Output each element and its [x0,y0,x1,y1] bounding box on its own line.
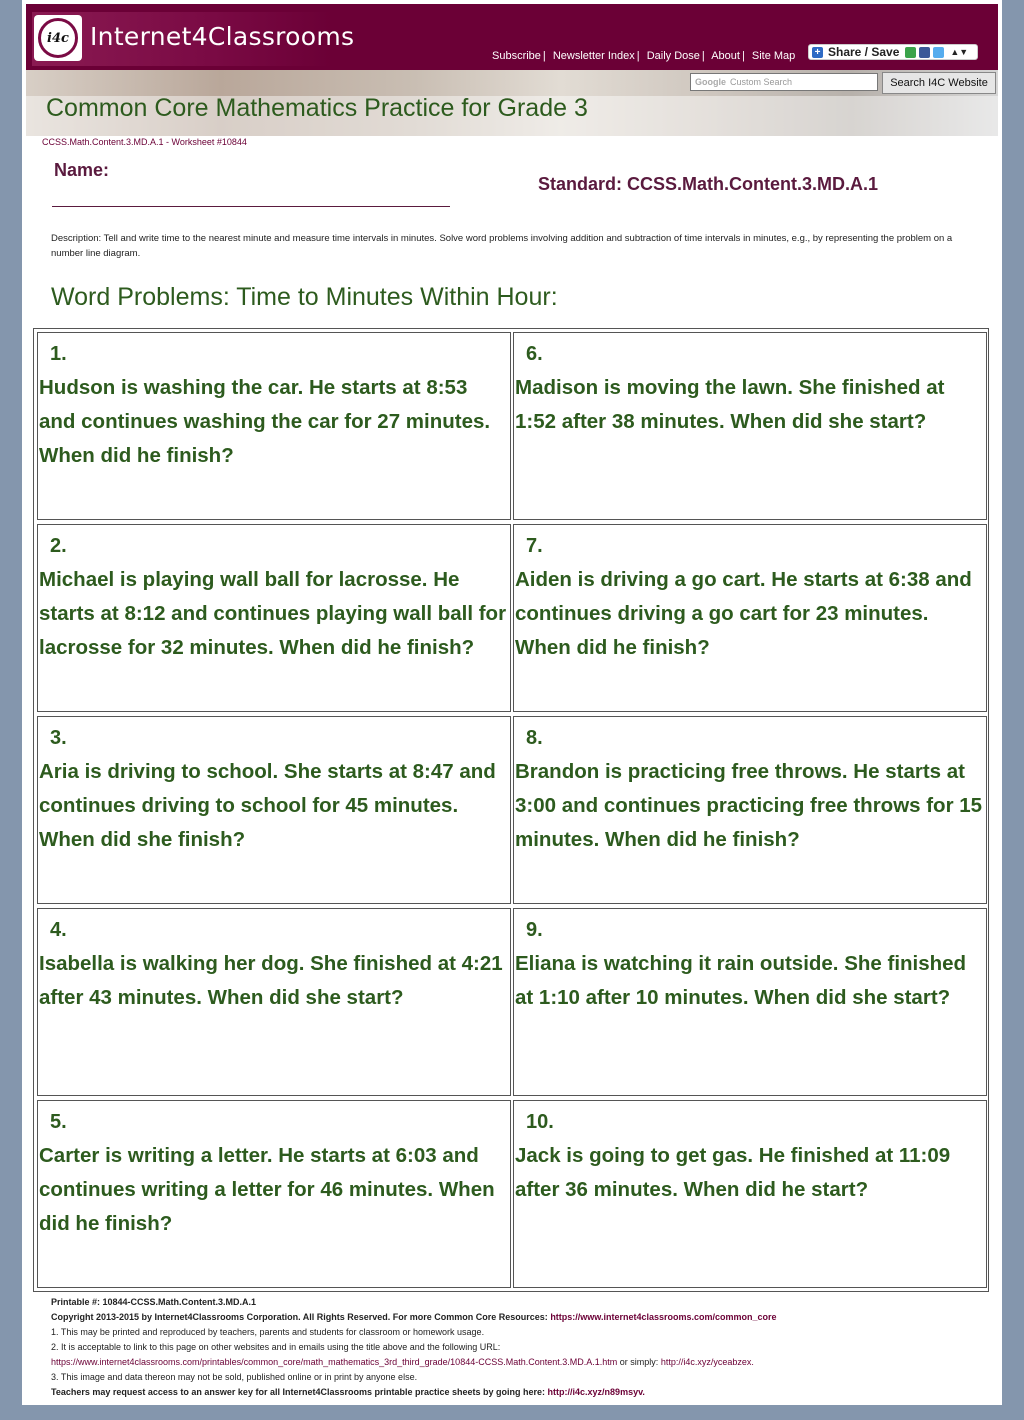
problem-number: 8. [526,727,543,749]
logo-badge [34,15,82,61]
page-title: Common Core Mathematics Practice for Grade 3 [46,94,588,122]
copyright-line [51,1310,991,1325]
problem-cell-9 [513,908,987,1096]
nav-daily-dose[interactable]: Daily Dose [646,50,700,62]
problem-number: 5. [50,1111,67,1133]
email-share-icon [905,47,916,58]
problem-cell-5 [37,1100,511,1288]
problem-text: Jack is going to get gas. He finished at 11:09 after 36 minutes. When did he start? [515,1144,951,1201]
title-banner [26,70,998,136]
problem-text: Carter is writing a letter. He starts at 6:03 and continues writing a letter for 46 minutes. When did he finish? [39,1144,495,1235]
problem-cell-3 [37,716,511,904]
site-logo[interactable] [32,12,355,66]
problem-text: Hudson is washing the car. He starts at 8:53 and continues washing the car for 27 minutes. When did he finish? [39,376,491,467]
problem-text: Aria is driving to school. She starts at 8:47 and continues driving to school for 45 minutes. When did she finish? [39,760,496,851]
common-core-link[interactable]: https://www.internet4classrooms.com/common_core [550,1312,777,1322]
site-header [26,4,998,70]
nav-newsletter-index[interactable]: Newsletter Index [552,50,635,62]
note-1: 1. This may be printed and reproduced by teachers, parents and students for classroom or homework usage. [51,1327,485,1337]
footer [51,1295,991,1400]
description: Description: Tell and write time to the nearest minute and measure time intervals in minutes. Solve word problems involving addition and subtraction of time intervals in minutes, e.g., by representing the problem on a number line diagram. [51,233,953,259]
or-simply-text: or simply: [619,1357,659,1367]
problem-text: Michael is playing wall ball for lacrosse. He starts at 8:12 and continues playing wall ball for lacrosse for 32 minutes. When did he finish? [39,568,507,659]
problem-cell-4 [37,908,511,1096]
note-2: 2. It is acceptable to link to this page on other websites and in emails using the title above and the following URL: [51,1342,501,1352]
top-nav: Subscribe | Newsletter Index | Daily Dose | About | Site Map [492,50,796,62]
answer-key-link[interactable]: http://i4c.xyz/n89msyv. [547,1387,645,1397]
problem-text: Madison is moving the lawn. She finished at 1:52 after 38 minutes. When did she start? [515,376,945,433]
problem-text: Eliana is watching it rain outside. She finished at 1:10 after 10 minutes. When did she start? [515,952,967,1009]
printable-number: Printable #: 10844-CCSS.Math.Content.3.MD.A.1 [51,1297,257,1307]
problem-number: 2. [50,535,67,557]
problem-text: Aiden is driving a go cart. He starts at 6:38 and continues driving a go cart for 23 minutes. When did he finish? [515,568,972,659]
note-3: 3. This image and data thereon may not be sold, published online or in print by anyone else. [51,1372,418,1382]
problem-cell-1 [37,332,511,520]
worksheet-url-link[interactable]: https://www.internet4classrooms.com/printables/common_core/math_mathematics_3rd_third_grade/10844-CCSS.Math.Content.3.MD.A.1.htm [51,1357,618,1367]
problem-cell-6 [513,332,987,520]
logo-text: Internet4Classrooms [90,22,355,51]
google-brand: Google [695,77,726,87]
facebook-icon [919,47,930,58]
short-url-link[interactable]: http://i4c.xyz/yceabzex. [660,1357,754,1367]
problem-cell-10 [513,1100,987,1288]
answer-key-line [51,1385,991,1400]
standard-label: Standard: CCSS.Math.Content.3.MD.A.1 [538,174,879,194]
worksheet-page [22,0,1002,1405]
copyright-text: Copyright 2013-2015 by Internet4Classrooms Corporation. All Rights Reserved. For more Common Core Resources: [51,1312,548,1322]
problem-text: Brandon is practicing free throws. He starts at 3:00 and continues practicing free throws for 15 minutes. When did he finish? [515,760,983,851]
problem-number: 1. [50,343,67,365]
problem-text: Isabella is walking her dog. She finished at 4:21 after 43 minutes. When did she start? [39,952,503,1009]
search-button[interactable]: Search I4C Website [882,72,996,94]
twitter-icon [933,47,944,58]
nav-about[interactable]: About [711,50,740,62]
problem-cell-8 [513,716,987,904]
nav-site-map[interactable]: Site Map [751,50,796,62]
share-save-button[interactable] [808,44,978,60]
section-title: Word Problems: Time to Minutes Within Hour: [51,283,558,311]
problem-number: 10. [526,1111,554,1133]
search-input[interactable] [690,73,878,91]
answer-key-text: Teachers may request access to an answer key for all Internet4Classrooms printable practice sheets by going here: [51,1387,546,1397]
problem-number: 7. [526,535,543,557]
problem-cell-2 [37,524,511,712]
share-label: Share / Save [828,45,900,59]
problem-cell-7 [513,524,987,712]
nav-subscribe[interactable]: Subscribe [492,50,541,62]
logo-badge-text: i4c [38,18,78,58]
name-label: Name: [54,160,110,180]
search-placeholder: Custom Search [730,77,793,87]
name-line [52,206,450,207]
problem-number: 6. [526,343,543,365]
problem-number: 4. [50,919,67,941]
breadcrumb: CCSS.Math.Content.3.MD.A.1 - Worksheet #10844 [42,137,247,147]
problem-number: 9. [526,919,543,941]
plus-icon: + [812,47,823,58]
expand-icon: ▲▼ [950,47,969,57]
problem-number: 3. [50,727,67,749]
problem-grid [33,328,989,1292]
note-2-urls [51,1355,991,1370]
